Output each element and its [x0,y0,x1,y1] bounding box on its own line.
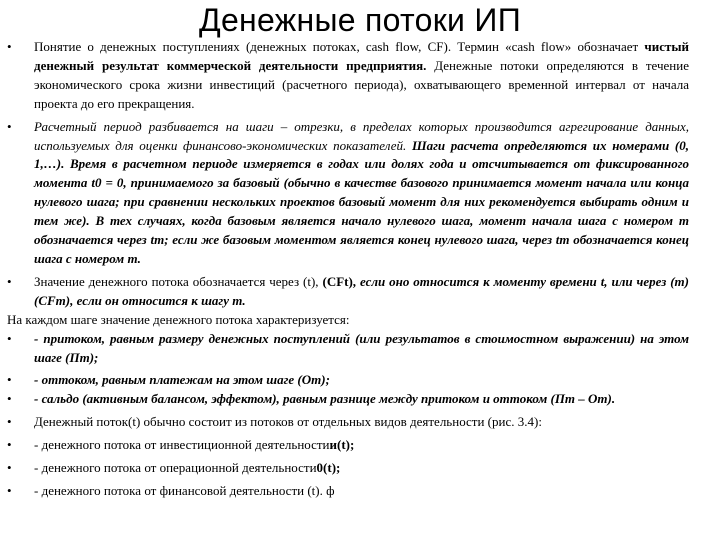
bullet-icon: • [7,460,12,476]
bullet-balance [7,390,689,409]
step-characterization-heading: На каждом шаге значение денежного потока характеризуется: [7,311,350,327]
bullet-icon: • [7,39,12,54]
cash-flow-concept-text: Понятие о денежных поступлениях (денежных потоках, cash flow, CF). Термин «cash flow» обозначает [34,39,645,54]
outflow-text: - оттоком, равным платежам на этом шаге (Om); [34,372,330,388]
slide-body [7,38,689,501]
slide-title: Денежные потоки ИП [198,2,522,38]
bullet-calculation-period [7,118,689,269]
bullet-cash-flow-concept [7,38,689,114]
cash-flow-period-text: Денежные потоки определяются в течение экономического срока жизни инвестиций (расчетного периода), охватывающего временной интервал от начала проекта до его прекращения. [34,57,689,111]
bullet-investment-flow [7,436,689,455]
notation-text: Значение денежного потока обозначается через (t), [34,273,323,289]
operating-flow-text: - денежного потока от операционной деятельности [34,460,317,476]
investment-flow-text: - денежного потока от инвестиционной деятельности [34,437,330,453]
balance-text: - сальдо (активным балансом, эффектом), равным разнице между притоком и оттоком (Пm – Om). [34,391,616,407]
calculation-period-text: Расчетный период разбивается на шаги – отрезки, в пределах которых производится агрегирование данных, используемых для оценки финансово-экономических показателей. [34,118,689,153]
bullet-financial-flow [7,482,689,501]
bullet-icon: • [7,391,12,407]
bullet-cash-flow-notation [7,273,689,311]
financial-flow-text: - денежного потока от финансовой деятельности (t). ф [34,482,335,498]
bullet-icon: • [7,414,12,430]
bullet-operating-flow [7,459,689,478]
notation-cft: (CFt), [322,273,360,289]
bullet-icon: • [7,372,12,388]
notation-moment-text: если оно относится к моменту времени t, или через (m) (CFm), если он относится к шагу m. [34,273,689,308]
calculation-steps-text: Шаги расчета определяются их номерами (0, 1,…). Время в расчетном периоде измеряется в годах или долях года и отсчитывается от фиксированного момента t0 = 0, принимаемого за базовый (обычно в качестве базового принимается момент начала или конца нулевого шага; при сравнении нескольких проектов базовый момент для них рекомендуется выбирать одним и тем же). В тех случаях, когда базовым является начало нулевого шага, момент начала шага с номером m обозначается через tm; если же базовым моментом является конец нулевого шага, через tm обозначается конец шага с номером m. [34,137,689,266]
operating-flow-symbol: 0(t); [316,460,341,476]
bullet-icon: • [7,330,12,346]
bullet-icon: • [7,118,12,134]
bullet-icon: • [7,437,12,453]
bullet-outflow [7,371,689,390]
bullet-icon: • [7,273,12,289]
bullet-icon: • [7,482,12,498]
inflow-text: - притоком, равным размеру денежных поступлений (или результатов в стоимостном выражении) на этом шаге (Пm); [34,330,689,365]
investment-flow-symbol: и(t); [329,437,355,453]
bullet-inflow [7,330,689,368]
components-text: Денежный поток(t) обычно состоит из потоков от отдельных видов деятельности (рис. 3.4): [34,414,542,430]
bullet-cash-flow-components [7,413,689,432]
cash-flow-definition: чистый денежный результат коммерческой деятельности предприятия. [34,39,689,73]
